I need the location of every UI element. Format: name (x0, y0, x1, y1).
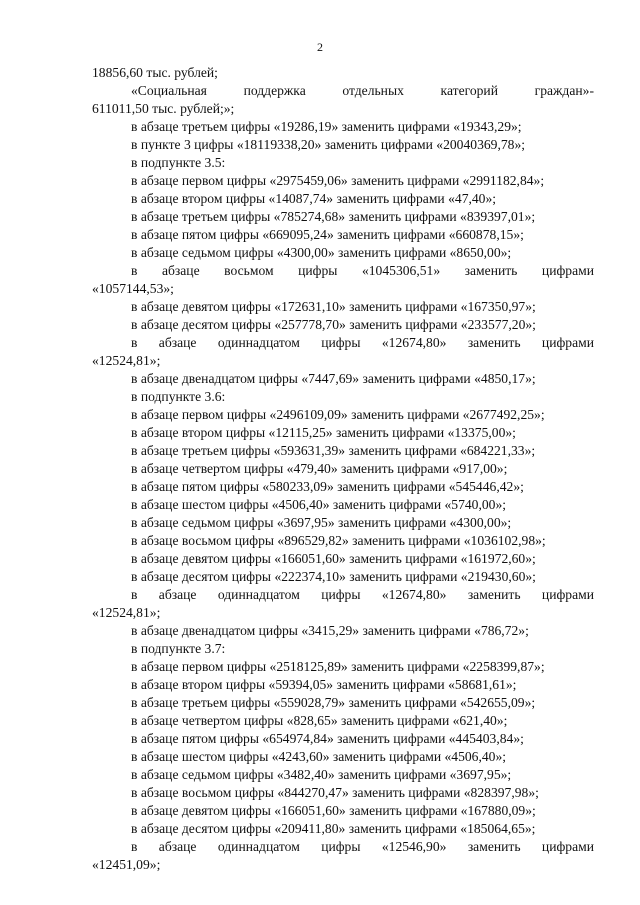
text-line: в абзаце пятом цифры «580233,09» заменить цифрами «545446,42»; (131, 479, 524, 494)
word: цифрами (541, 587, 594, 602)
text-line: в абзаце десятом цифры «257778,70» заменить цифрами «233577,20»; (131, 317, 536, 332)
text-line: в абзаце десятом цифры «222374,10» заменить цифрами «219430,60»; (131, 569, 536, 584)
text-line: «1057144,53»; (92, 281, 174, 296)
word: поддержка (243, 83, 306, 98)
text-line: в абзаце шестом цифры «4506,40» заменить цифрами «5740,00»; (131, 497, 507, 512)
text-line: «12451,09»; (92, 857, 161, 872)
word: «12546,90» (381, 839, 447, 854)
word: одиннадцатом (217, 335, 300, 350)
text-line: в подпункте 3.6: (131, 389, 226, 404)
word: отдельных (342, 83, 404, 98)
text-line: в абзаце третьем цифры «19286,19» заменить цифрами «19343,29»; (131, 119, 522, 134)
word: в (131, 335, 138, 350)
text-line: в абзаце четвертом цифры «828,65» заменить цифрами «621,40»; (131, 713, 508, 728)
text-line (131, 262, 594, 280)
text-line: в абзаце третьем цифры «559028,79» заменить цифрами «542655,09»; (131, 695, 536, 710)
text-line: в абзаце втором цифры «12115,25» заменить цифрами «13375,00»; (131, 425, 516, 440)
text-line: в пункте 3 цифры «18119338,20» заменить цифрами «20040369,78»; (131, 137, 526, 152)
text-line (131, 586, 594, 604)
text-line-justified (131, 334, 594, 352)
word: граждан»- (534, 83, 594, 98)
text-line: в абзаце седьмом цифры «3697,95» заменить цифрами «4300,00»; (131, 515, 512, 530)
word: «12674,80» (381, 335, 447, 350)
word: заменить (467, 587, 521, 602)
text-line-justified (131, 586, 594, 604)
text-line: в абзаце седьмом цифры «4300,00» заменить цифрами «8650,00»; (131, 245, 512, 260)
text-line: в абзаце пятом цифры «654974,84» заменить цифрами «445403,84»; (131, 731, 524, 746)
text-line: в абзаце восьмом цифры «844270,47» заменить цифрами «828397,98»; (131, 785, 539, 800)
word: абзаце (158, 587, 197, 602)
text-line: в подпункте 3.7: (131, 641, 226, 656)
text-line: 18856,60 тыс. рублей; (92, 65, 218, 80)
text-line: в абзаце десятом цифры «209411,80» заменить цифрами «185064,65»; (131, 821, 536, 836)
word: восьмом (224, 263, 274, 278)
word: в (131, 587, 138, 602)
word: одиннадцатом (217, 839, 300, 854)
text-line: в абзаце третьем цифры «785274,68» заменить цифрами «839397,01»; (131, 209, 536, 224)
word: в (131, 263, 138, 278)
text-line-justified (131, 262, 594, 280)
text-line-justified (131, 82, 594, 100)
word: цифры (321, 335, 361, 350)
word: в (131, 839, 138, 854)
word: абзаце (158, 839, 197, 854)
text-line: «12524,81»; (92, 605, 161, 620)
text-line: в абзаце девятом цифры «166051,60» заменить цифрами «161972,60»; (131, 551, 536, 566)
text-line: в абзаце седьмом цифры «3482,40» заменить цифрами «3697,95»; (131, 767, 512, 782)
page-number: 2 (317, 40, 323, 54)
word: одиннадцатом (217, 587, 300, 602)
text-line: в абзаце первом цифры «2975459,06» заменить цифрами «2991182,84»; (131, 173, 545, 188)
text-line: в абзаце первом цифры «2518125,89» заменить цифрами «2258399,87»; (131, 659, 545, 674)
text-line: в абзаце шестом цифры «4243,60» заменить цифрами «4506,40»; (131, 749, 507, 764)
text-line: в абзаце четвертом цифры «479,40» заменить цифрами «917,00»; (131, 461, 508, 476)
word: «12674,80» (381, 587, 447, 602)
word: «1045306,51» (361, 263, 441, 278)
word: заменить (467, 335, 521, 350)
text-line (131, 82, 594, 100)
text-line: в абзаце двенадцатом цифры «7447,69» заменить цифрами «4850,17»; (131, 371, 536, 386)
word: цифры (321, 587, 361, 602)
text-line (131, 334, 594, 352)
word: «Социальная (131, 83, 207, 98)
word: абзаце (161, 263, 200, 278)
word: цифры (298, 263, 338, 278)
text-line: в абзаце девятом цифры «172631,10» заменить цифрами «167350,97»; (131, 299, 536, 314)
text-line: в абзаце пятом цифры «669095,24» заменить цифрами «660878,15»; (131, 227, 524, 242)
word: цифрами (541, 335, 594, 350)
text-line: «12524,81»; (92, 353, 161, 368)
word: абзаце (158, 335, 197, 350)
text-line: в абзаце девятом цифры «166051,60» заменить цифрами «167880,09»; (131, 803, 536, 818)
word: заменить (464, 263, 518, 278)
text-line: в абзаце двенадцатом цифры «3415,29» заменить цифрами «786,72»; (131, 623, 529, 638)
text-line: в абзаце втором цифры «59394,05» заменить цифрами «58681,61»; (131, 677, 517, 692)
text-line: в абзаце первом цифры «2496109,09» заменить цифрами «2677492,25»; (131, 407, 545, 422)
word: цифрами (541, 263, 594, 278)
word: цифрами (541, 839, 594, 854)
word: категорий (440, 83, 498, 98)
word: заменить (467, 839, 521, 854)
text-line: в абзаце третьем цифры «593631,39» заменить цифрами «684221,33»; (131, 443, 536, 458)
text-line: в абзаце восьмом цифры «896529,82» заменить цифрами «1036102,98»; (131, 533, 546, 548)
text-line-justified (131, 838, 594, 856)
text-line: 611011,50 тыс. рублей;»; (92, 101, 235, 116)
text-line (131, 838, 594, 856)
word: цифры (321, 839, 361, 854)
text-line: в подпункте 3.5: (131, 155, 226, 170)
text-line: в абзаце втором цифры «14087,74» заменить цифрами «47,40»; (131, 191, 497, 206)
